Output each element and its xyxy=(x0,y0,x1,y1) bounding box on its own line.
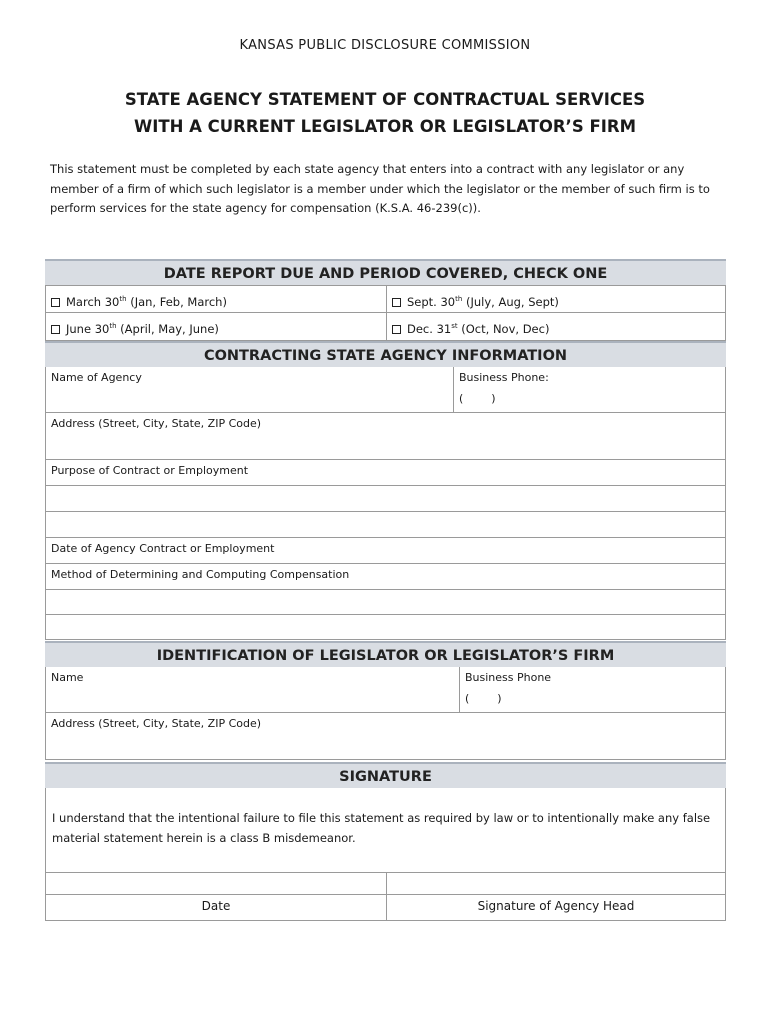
agency-phone-parens: ( ) xyxy=(459,392,496,405)
agency-heading: CONTRACTING STATE AGENCY INFORMATION xyxy=(45,341,726,367)
commission-name: KANSAS PUBLIC DISCLOSURE COMMISSION xyxy=(239,38,531,53)
legislator-name-field[interactable] xyxy=(46,667,459,712)
purpose-line-3[interactable] xyxy=(46,512,725,537)
signature-label: Signature of Agency Head xyxy=(386,895,725,920)
date-label: Date xyxy=(201,899,231,913)
checkbox-icon[interactable] xyxy=(392,298,401,307)
intro-paragraph: This statement must be completed by each state agency that enters into a contract with any legislator or any member of a firm of which such legislator is a member under which the legislator or the member of such firm is to perform services for the state agency for compensation (K.S.A. 46-239(c)). xyxy=(50,162,710,215)
purpose-line-2[interactable] xyxy=(46,486,725,511)
form-title xyxy=(0,86,770,140)
period-option-march[interactable]: March 30th (Jan, Feb, March) xyxy=(46,286,386,312)
period-option-dec[interactable]: Dec. 31st (Oct, Nov, Dec) xyxy=(386,313,725,340)
checkbox-icon[interactable] xyxy=(392,325,401,334)
contract-date-field[interactable] xyxy=(46,538,725,563)
period-option-sept[interactable]: Sept. 30th (July, Aug, Sept) xyxy=(386,286,725,312)
agency-phone-label: Business Phone: xyxy=(459,371,549,384)
signature-heading: SIGNATURE xyxy=(45,762,726,788)
agency-phone-field[interactable] xyxy=(453,367,725,412)
checkbox-icon[interactable] xyxy=(51,325,60,334)
legislator-address-field[interactable] xyxy=(46,713,725,759)
title-line-1: STATE AGENCY STATEMENT OF CONTRACTUAL SERVICES xyxy=(124,90,646,109)
legislator-phone-parens: ( ) xyxy=(465,692,502,705)
method-line-3[interactable] xyxy=(46,615,725,639)
contract-date-label: Date of Agency Contract or Employment xyxy=(51,542,275,555)
purpose-label: Purpose of Contract or Employment xyxy=(51,464,249,477)
period-option-june[interactable]: June 30th (April, May, June) xyxy=(46,313,386,340)
agency-address-label: Address (Street, City, State, ZIP Code) xyxy=(51,417,262,430)
purpose-field[interactable] xyxy=(46,460,725,485)
date-input[interactable] xyxy=(46,873,386,894)
period-heading: DATE REPORT DUE AND PERIOD COVERED, CHECK ONE xyxy=(45,259,726,285)
title-line-2: WITH A CURRENT LEGISLATOR OR LEGISLATOR’S FIRM xyxy=(134,117,636,136)
legislator-heading: IDENTIFICATION OF LEGISLATOR OR LEGISLATOR’S FIRM xyxy=(45,641,726,667)
signature-statement: I understand that the intentional failure to file this statement as required by law or to intentionally make any false material statement herein is a class B misdemeanor. xyxy=(52,811,711,845)
legislator-name-label: Name xyxy=(51,671,84,684)
legislator-address-label: Address (Street, City, State, ZIP Code) xyxy=(51,717,262,730)
agency-name-field[interactable] xyxy=(46,367,453,412)
legislator-phone-label: Business Phone xyxy=(465,671,552,684)
legislator-phone-field[interactable] xyxy=(459,667,725,712)
legislator-section xyxy=(45,641,726,760)
signature-input[interactable] xyxy=(386,873,725,894)
checkbox-icon[interactable] xyxy=(51,298,60,307)
period-section xyxy=(45,259,726,640)
signature-section xyxy=(45,762,726,921)
compensation-method-label: Method of Determining and Computing Compensation xyxy=(51,568,350,581)
compensation-method-field[interactable] xyxy=(46,564,725,589)
agency-address-field[interactable] xyxy=(46,413,725,459)
agency-name-label: Name of Agency xyxy=(51,371,142,384)
method-line-2[interactable] xyxy=(46,590,725,614)
